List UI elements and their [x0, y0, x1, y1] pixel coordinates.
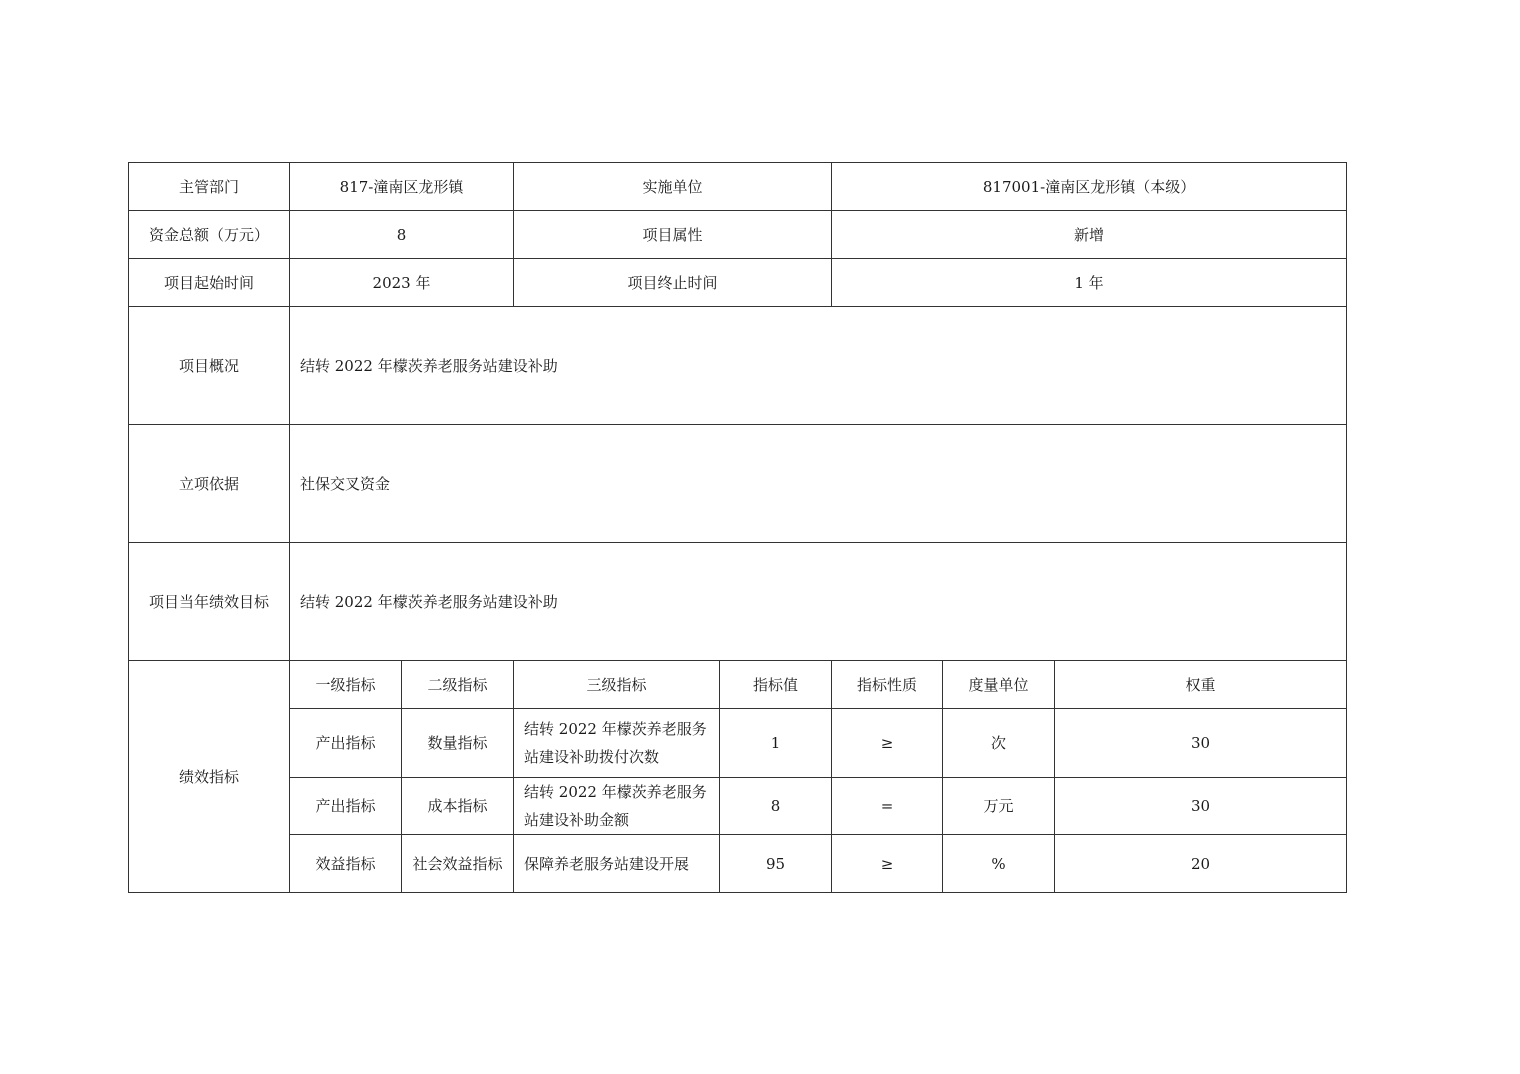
unit-label: 实施单位 [514, 163, 832, 211]
basis-label: 立项依据 [129, 425, 290, 543]
end-label: 项目终止时间 [514, 259, 832, 307]
metric-level1: 效益指标 [290, 835, 402, 893]
metric-level2: 社会效益指标 [402, 835, 514, 893]
overview-label: 项目概况 [129, 307, 290, 425]
header-value: 指标值 [720, 661, 832, 709]
row-goal [129, 543, 1347, 661]
start-label: 项目起始时间 [129, 259, 290, 307]
row-basis [129, 425, 1347, 543]
goal-label: 项目当年绩效目标 [129, 543, 290, 661]
metric-nature: ≥ [832, 709, 943, 778]
metric-nature: ≥ [832, 835, 943, 893]
dept-label: 主管部门 [129, 163, 290, 211]
metric-level3: 结转 2022 年檬茨养老服务站建设补助拨付次数 [514, 709, 720, 778]
goal-value: 结转 2022 年檬茨养老服务站建设补助 [290, 543, 1347, 661]
end-value: 1 年 [832, 259, 1347, 307]
fund-value: 8 [290, 211, 514, 259]
attr-label: 项目属性 [514, 211, 832, 259]
metric-level3: 保障养老服务站建设开展 [514, 835, 720, 893]
metrics-header-row [129, 661, 1347, 709]
unit-value: 817001-潼南区龙形镇（本级） [832, 163, 1347, 211]
fund-label: 资金总额（万元） [129, 211, 290, 259]
header-unit: 度量单位 [943, 661, 1055, 709]
attr-value: 新增 [832, 211, 1347, 259]
row-overview [129, 307, 1347, 425]
metric-level1: 产出指标 [290, 778, 402, 835]
metric-level1: 产出指标 [290, 709, 402, 778]
header-level1: 一级指标 [290, 661, 402, 709]
metric-value: 95 [720, 835, 832, 893]
metric-level3: 结转 2022 年檬茨养老服务站建设补助金额 [514, 778, 720, 835]
metrics-row [129, 709, 1347, 778]
start-value: 2023 年 [290, 259, 514, 307]
metric-value: 1 [720, 709, 832, 778]
metric-unit: 万元 [943, 778, 1055, 835]
dept-value: 817-潼南区龙形镇 [290, 163, 514, 211]
metric-weight: 30 [1055, 709, 1347, 778]
metric-level2: 数量指标 [402, 709, 514, 778]
metrics-row [129, 778, 1347, 835]
overview-value: 结转 2022 年檬茨养老服务站建设补助 [290, 307, 1347, 425]
metric-weight: 20 [1055, 835, 1347, 893]
header-level3: 三级指标 [514, 661, 720, 709]
header-weight: 权重 [1055, 661, 1347, 709]
metric-level2: 成本指标 [402, 778, 514, 835]
basis-value: 社保交叉资金 [290, 425, 1347, 543]
row-department [129, 163, 1347, 211]
metric-value: 8 [720, 778, 832, 835]
performance-table-sheet [128, 162, 1346, 893]
row-time [129, 259, 1347, 307]
metrics-label: 绩效指标 [129, 661, 290, 893]
metric-unit: 次 [943, 709, 1055, 778]
metric-weight: 30 [1055, 778, 1347, 835]
metrics-row [129, 835, 1347, 893]
metric-nature: = [832, 778, 943, 835]
header-level2: 二级指标 [402, 661, 514, 709]
project-performance-table [128, 162, 1347, 893]
header-nature: 指标性质 [832, 661, 943, 709]
row-fund [129, 211, 1347, 259]
metric-unit: % [943, 835, 1055, 893]
